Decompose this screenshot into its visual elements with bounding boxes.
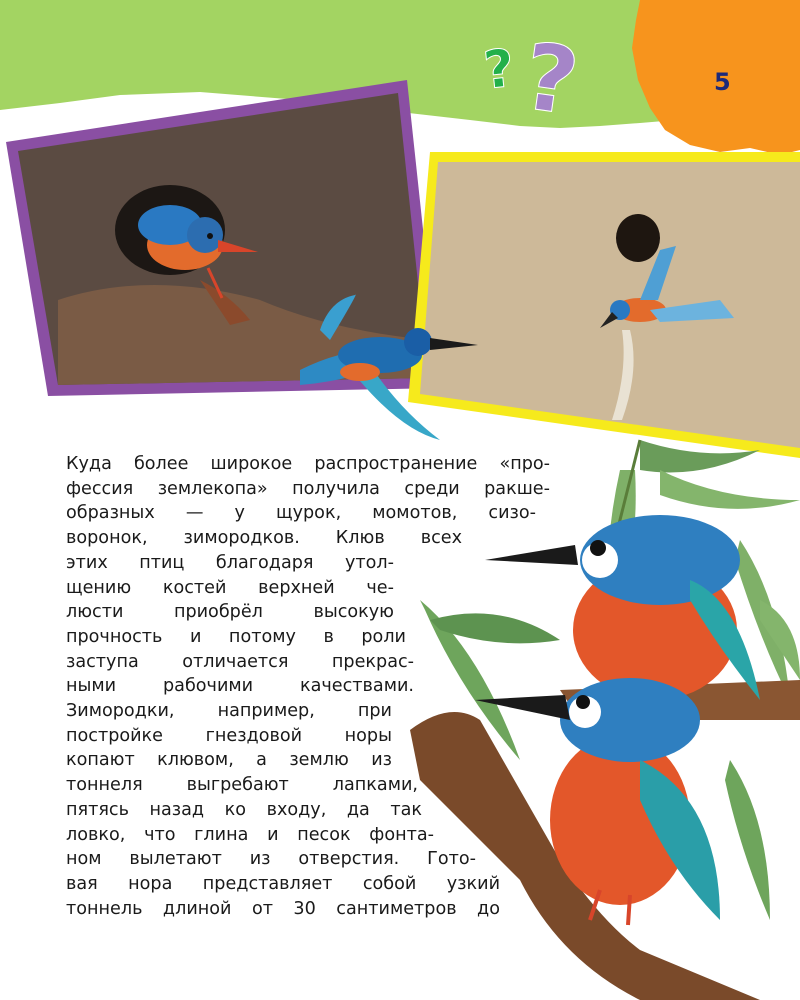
body-text-line: постройке гнездовой норы bbox=[66, 725, 392, 746]
page-number: 5 bbox=[714, 68, 731, 96]
body-text-line: прочность и потому в роли bbox=[66, 626, 406, 647]
body-text-line: фессия землекопа» получила среди ракше- bbox=[66, 478, 550, 499]
body-text-line: вая нора представляет собой узкий bbox=[66, 873, 500, 894]
body-text-line: тоннель длиной от 30 сантиметров до bbox=[66, 898, 500, 919]
body-text bbox=[66, 452, 566, 921]
body-text-line: Куда более широкое распространение «про- bbox=[66, 454, 550, 474]
body-text-line: образных — у щурок, момотов, сизо- bbox=[66, 503, 536, 524]
body-text-line: люсти приобрёл высокую bbox=[66, 602, 394, 623]
body-text-line: воронок, зимородков. Клюв всех bbox=[66, 528, 462, 549]
body-text-line: ловко, что глина и песок фонта- bbox=[66, 824, 434, 845]
body-text-line: заступа отличается прекрас- bbox=[66, 651, 414, 672]
body-text-line: Зимородки, например, при bbox=[66, 701, 392, 722]
body-text-line: щению костей верхней че- bbox=[66, 577, 394, 598]
body-text-line: пятясь назад ко входу, да так bbox=[66, 799, 422, 820]
photo-kingfisher-flying-to-nest bbox=[408, 152, 800, 458]
body-text-line: ном вылетают из отверстия. Гото- bbox=[66, 849, 476, 870]
body-text-line: копают клювом, а землю из bbox=[66, 750, 392, 771]
body-text-line: тоннеля выгребают лапками, bbox=[66, 775, 418, 796]
purple-question-mark: ? bbox=[516, 22, 585, 137]
body-text-line: ными рабочими качествами. bbox=[66, 676, 414, 697]
green-question-mark: ? bbox=[480, 38, 518, 102]
body-text-line: этих птиц благодаря утол- bbox=[66, 552, 394, 573]
